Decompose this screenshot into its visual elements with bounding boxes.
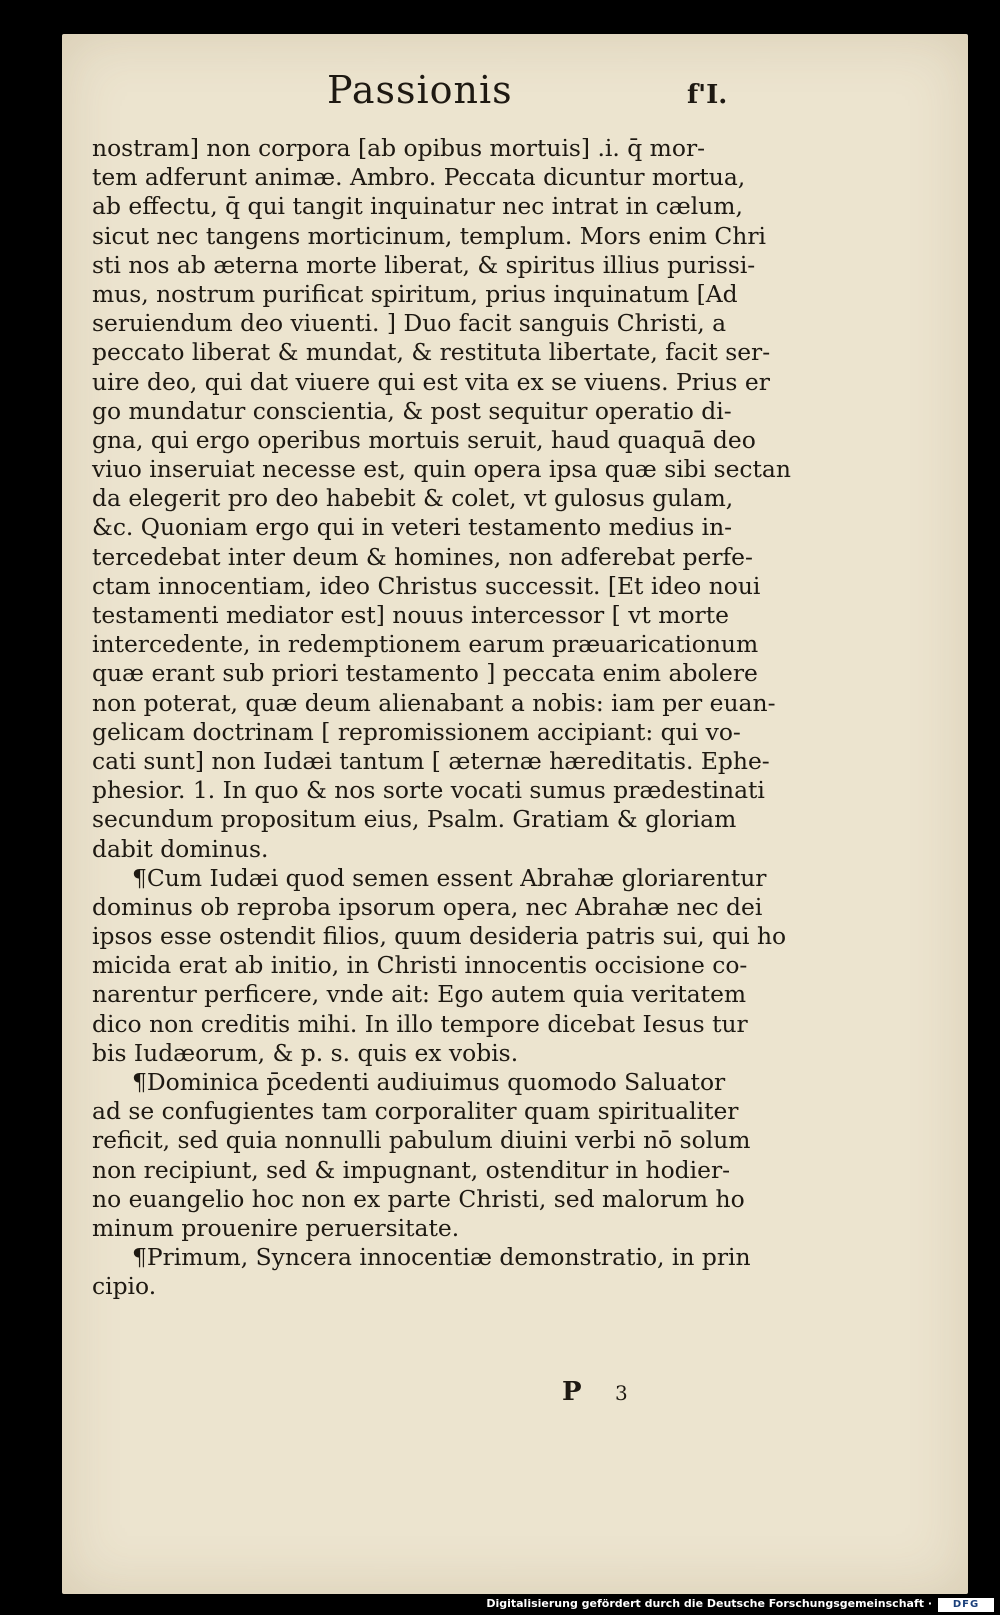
text-line: ad se confugientes tam corporaliter quam spiritualiter <box>92 1097 739 1126</box>
paragraph-start: ¶Primum, Syncera innocentiæ demonstratio, in prin <box>132 1243 751 1272</box>
text-line: tem adferunt animæ. Ambro. Peccata dicuntur mortua, <box>92 163 746 192</box>
signature-number: 3 <box>615 1381 628 1405</box>
page-header <box>62 68 968 132</box>
paragraph-start: ¶Cum Iudæi quod semen essent Abrahæ gloriarentur <box>132 863 767 892</box>
text-line: non recipiunt, sed & impugnant, ostenditur in hodier- <box>92 1155 731 1184</box>
text-line: cati sunt] non Iudæi tantum [ æternæ hæreditatis. Ephe- <box>92 746 770 775</box>
signature-mark: P <box>562 1377 582 1407</box>
text-line: peccato liberat & mundat, & restituta libertate, facit ser- <box>92 338 771 367</box>
text-line: reficit, sed quia nonnulli pabulum diuini verbi nō solum <box>92 1126 751 1155</box>
text-line: mus, nostrum purificat spiritum, prius inquinatum [Ad <box>92 279 738 308</box>
text-line: ctam innocentiam, ideo Christus successit. [Et ideo noui <box>92 571 761 600</box>
text-line: dabit dominus. <box>92 834 269 863</box>
text-line: bis Iudæorum, & p. s. quis ex vobis. <box>92 1038 519 1067</box>
text-line: sti nos ab æterna morte liberat, & spiritus illius purissi- <box>92 250 756 279</box>
text-line: quæ erant sub priori testamento ] peccata enim abolere <box>92 659 758 688</box>
text-line: no euangelio hoc non ex parte Christi, sed malorum ho <box>92 1184 745 1213</box>
main-text <box>92 134 822 1302</box>
text-line: uire deo, qui dat viuere qui est vita ex se viuens. Prius er <box>92 367 770 396</box>
running-title: Passionis <box>327 68 513 112</box>
text-line: seruiendum deo viuenti. ] Duo facit sanguis Christi, a <box>92 309 727 338</box>
text-line: phesior. 1. In quo & nos sorte vocati sumus prædestinati <box>92 776 765 805</box>
text-line: dominus ob reproba ipsorum opera, nec Abrahæ nec dei <box>92 892 763 921</box>
text-line: testamenti mediator est] nouus intercessor [ vt morte <box>92 601 729 629</box>
text-line: &c. Quoniam ergo qui in veteri testamento medius in- <box>92 513 733 542</box>
text-line: sicut nec tangens morticinum, templum. Mors enim Chri <box>92 221 767 250</box>
text-line: ab effectu, q̄ qui tangit inquinatur nec intrat in cælum, <box>92 192 743 221</box>
footer-bar <box>0 1596 1000 1615</box>
text-line: micida erat ab initio, in Christi innocentis occisione co- <box>92 951 748 980</box>
text-line: gna, qui ergo operibus mortuis seruit, haud quaquā deo <box>92 425 756 454</box>
signature-row <box>62 1377 968 1417</box>
text-line: dico non creditis mihi. In illo tempore dicebat Iesus tur <box>92 1009 748 1038</box>
text-line: gelicam doctrinam [ repromissionem accipiant: qui vo- <box>92 717 741 746</box>
text-line: intercedente, in redemptionem earum præuaricationum <box>92 630 759 659</box>
text-line: minum prouenire peruersitate. <box>92 1213 460 1242</box>
text-line: nostram] non corpora [ab opibus mortuis] .i. q̄ mor- <box>92 134 706 162</box>
text-line: tercedebat inter deum & homines, non adferebat perfe- <box>92 542 753 571</box>
text-line: go mundatur conscientia, & post sequitur operatio di- <box>92 396 732 425</box>
text-line: secundum propositum eius, Psalm. Gratiam & gloriam <box>92 805 737 834</box>
text-line: narentur perficere, vnde ait: Ego autem quia veritatem <box>92 980 747 1009</box>
text-line: non poterat, quæ deum alienabant a nobis: iam per euan- <box>92 688 776 717</box>
text-line: cipio. <box>92 1272 157 1301</box>
folio-number: f'I. <box>687 80 728 110</box>
dfg-logo: DFG <box>938 1598 994 1612</box>
book-page <box>62 34 968 1594</box>
text-line: viuo inseruiat necesse est, quin opera ipsa quæ sibi sectan <box>92 455 791 484</box>
text-line: ipsos esse ostendit filios, quum desideria patris sui, qui ho <box>92 922 787 951</box>
text-line: da elegerit pro deo habebit & colet, vt gulosus gulam, <box>92 484 734 513</box>
paragraph-start: ¶Dominica p̄cedenti audiuimus quomodo Saluator <box>132 1068 726 1096</box>
digitization-credit: Digitalisierung gefördert durch die Deutsche Forschungsgemeinschaft · <box>486 1597 932 1610</box>
